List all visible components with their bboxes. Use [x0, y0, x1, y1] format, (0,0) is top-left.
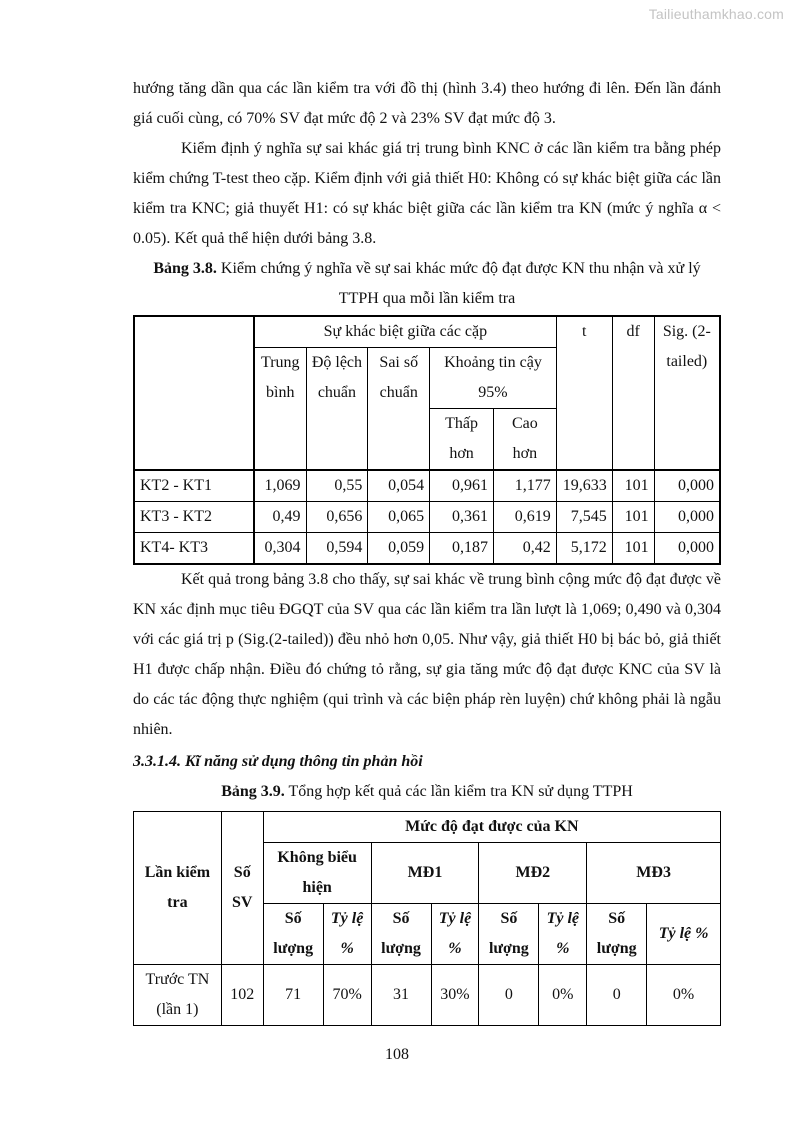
header-khong-bieu-hien: Không biểu hiện — [263, 843, 371, 904]
cell-mean: 0,49 — [254, 502, 306, 533]
cell-se: 0,065 — [368, 502, 430, 533]
cell-md3-n: 0 — [587, 965, 647, 1026]
cell-df: 101 — [612, 533, 654, 565]
header-muc-do: Mức độ đạt được của KN — [263, 812, 720, 843]
table-3-9 — [133, 811, 721, 1026]
table-3-8-caption — [133, 254, 721, 314]
header-so-luong: Số lượng — [479, 904, 539, 965]
cell-t: 19,633 — [556, 470, 612, 502]
cell-pair: KT3 - KT2 — [134, 502, 254, 533]
header-ty-le: Tỷ lệ % — [431, 904, 479, 965]
header-sig: Sig. (2-tailed) — [654, 316, 720, 470]
header-paired-differences: Sự khác biệt giữa các cặp — [254, 316, 556, 348]
cell-sd: 0,656 — [306, 502, 368, 533]
header-md3: MĐ3 — [587, 843, 721, 904]
table-row — [134, 470, 720, 502]
header-empty-cell — [134, 316, 254, 470]
cell-lower: 0,361 — [430, 502, 494, 533]
cell-t: 5,172 — [556, 533, 612, 565]
cell-upper: 0,42 — [493, 533, 556, 565]
table-3-9-caption-label: Bảng 3.9. — [221, 783, 285, 800]
table-3-8-caption-text: Kiểm chứng ý nghĩa về sự sai khác mức độ đạt được KN thu nhận và xử lý TTPH qua mỗi lần kiểm tra — [216, 260, 701, 307]
paragraph-3: Kết quả trong bảng 3.8 cho thấy, sự sai khác về trung bình cộng mức độ đạt được về KN xác định mục tiêu ĐGQT của SV qua các lần kiểm tra lần lượt là 1,069; 0,490 và 0,304 với các giá trị p (Sig.(2-tailed)) đều nhỏ hơn 0,05. Như vậy, giả thiết H0 bị bác bỏ, giả thiết H1 được chấp nhận. Điều đó chứng tỏ rằng, sự gia tăng mức độ đạt được KNC của SV là do các tác động thực nghiệm (qui trình và các biện pháp rèn luyện) chứ không phải là ngẫu nhiên. — [133, 571, 721, 738]
cell-kbh-n: 71 — [263, 965, 323, 1026]
header-mean: Trung bình — [254, 348, 306, 471]
table-row — [134, 533, 720, 565]
cell-sd: 0,55 — [306, 470, 368, 502]
cell-df: 101 — [612, 470, 654, 502]
header-ty-le: Tỷ lệ % — [647, 904, 721, 965]
table-3-8 — [133, 315, 721, 565]
cell-pair: KT2 - KT1 — [134, 470, 254, 502]
header-sd: Độ lệch chuẩn — [306, 348, 368, 471]
table-row — [134, 502, 720, 533]
header-so-luong: Số lượng — [263, 904, 323, 965]
cell-upper: 0,619 — [493, 502, 556, 533]
header-md2: MĐ2 — [479, 843, 587, 904]
header-ci: Khoảng tin cậy 95% — [430, 348, 557, 409]
header-df: df — [612, 316, 654, 470]
header-ty-le: Tỷ lệ % — [539, 904, 587, 965]
cell-md1-n: 31 — [371, 965, 431, 1026]
header-so-luong: Số lượng — [587, 904, 647, 965]
cell-sig: 0,000 — [654, 470, 720, 502]
header-lower: Thấp hơn — [430, 409, 494, 471]
table-3-9-caption — [133, 777, 721, 807]
cell-md1-p: 30% — [431, 965, 479, 1026]
table-3-9-caption-text: Tổng hợp kết quả các lần kiểm tra KN sử dụng TTPH — [284, 783, 633, 800]
cell-lan: Trước TN (lần 1) — [134, 965, 222, 1026]
cell-se: 0,054 — [368, 470, 430, 502]
watermark: Tailieuthamkhao.com — [648, 6, 784, 22]
cell-md2-p: 0% — [539, 965, 587, 1026]
paragraph-1: hướng tăng dần qua các lần kiểm tra với đồ thị (hình 3.4) theo hướng đi lên. Đến lần đánh giá cuối cùng, có 70% SV đạt mức độ 2 và 23% SV đạt mức độ 3. — [133, 80, 721, 127]
header-md1: MĐ1 — [371, 843, 479, 904]
cell-md3-p: 0% — [647, 965, 721, 1026]
header-lan-kiem-tra: Lần kiểm tra — [134, 812, 222, 965]
cell-upper: 1,177 — [493, 470, 556, 502]
cell-sd: 0,594 — [306, 533, 368, 565]
table-3-8-caption-label: Bảng 3.8. — [153, 260, 217, 277]
cell-sig: 0,000 — [654, 502, 720, 533]
header-ty-le: Tỷ lệ % — [323, 904, 371, 965]
header-so-luong: Số lượng — [371, 904, 431, 965]
header-upper: Cao hơn — [493, 409, 556, 471]
cell-lower: 0,187 — [430, 533, 494, 565]
cell-t: 7,545 — [556, 502, 612, 533]
cell-md2-n: 0 — [479, 965, 539, 1026]
cell-sig: 0,000 — [654, 533, 720, 565]
page-content — [133, 74, 721, 1026]
header-t: t — [556, 316, 612, 470]
page-number: 108 — [385, 1046, 409, 1063]
cell-df: 101 — [612, 502, 654, 533]
cell-mean: 0,304 — [254, 533, 306, 565]
header-so-sv: Số SV — [221, 812, 263, 965]
cell-so-sv: 102 — [221, 965, 263, 1026]
table-row — [134, 965, 721, 1026]
cell-lower: 0,961 — [430, 470, 494, 502]
paragraph-2: Kiểm định ý nghĩa sự sai khác giá trị trung bình KNC ở các lần kiểm tra bằng phép kiểm chứng T-test theo cặp. Kiểm định với giả thiết H0: Không có sự khác biệt giữa các lần kiểm tra KNC; giả thuyết H1: có sự khác biệt giữa các lần kiểm tra KN (mức ý nghĩa α < 0.05). Kết quả thể hiện dưới bảng 3.8. — [133, 140, 721, 247]
section-heading: 3.3.1.4. Kĩ năng sử dụng thông tin phản hồi — [133, 753, 423, 770]
cell-pair: KT4- KT3 — [134, 533, 254, 565]
cell-mean: 1,069 — [254, 470, 306, 502]
cell-kbh-p: 70% — [323, 965, 371, 1026]
header-se: Sai số chuẩn — [368, 348, 430, 471]
cell-se: 0,059 — [368, 533, 430, 565]
